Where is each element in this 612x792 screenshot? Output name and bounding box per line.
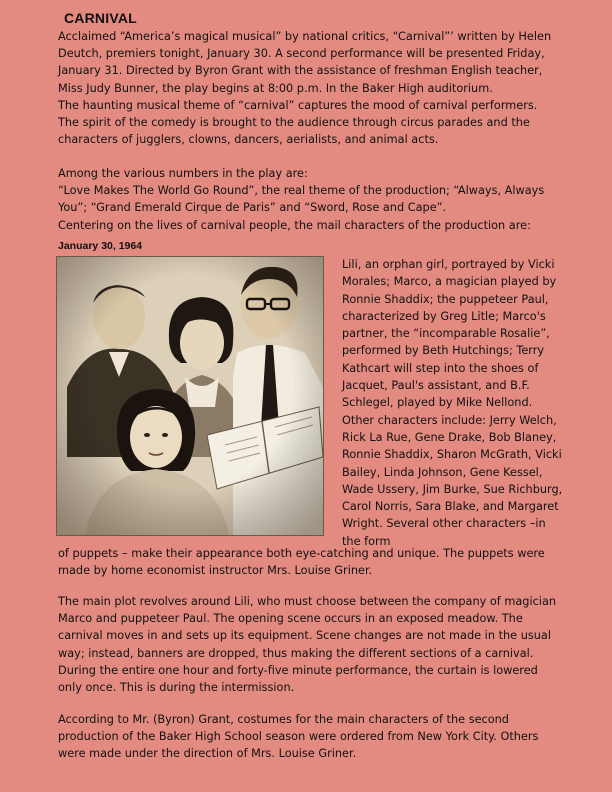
cast-photo [56, 256, 324, 536]
costumes-paragraph: According to Mr. (Byron) Grant, costumes for the main characters of the second production of the Baker High School season were ordered from New York City. Others were made under the direction of Mrs. Louise Griner. [58, 713, 539, 761]
intro-section [58, 28, 558, 148]
theme-paragraph: The haunting musical theme of “carnival” captures the mood of carnival performers. The spirit of the comedy is brought to the audience through circus parades and the characters of jugglers, clowns, dancers, aerialists, and animal acts. [58, 98, 538, 147]
plot-paragraph: The main plot revolves around Lili, who must choose between the company of magician Marco and puppeteer Paul. The opening scene occurs in an exposed meadow. The carnival moves in and sets up its equipment. Scene changes are not made in the usual way; instead, banners are dropped, thus making the different sections of a carnival. During the entire one hour and forty-five minute performance, the curtain is lowered only once. This is during the intermission. [58, 595, 557, 695]
article-title: CARNIVAL [64, 10, 137, 26]
photo-date-label: January 30, 1964 [58, 240, 143, 252]
intro-paragraph: Acclaimed “America’s magical musical” by national critics, “Carnival”’ written by Helen Deutch, premiers tonight, January 30. A second performance will be presented Friday, January 31. Directed by Byron Grant with the assistance of freshman English teacher, Miss Judy Bunner, the play begins at 8:00 p.m. In the Baker High auditorium. [58, 30, 552, 95]
numbers-intro: Among the various numbers in the play are: [58, 167, 308, 180]
characters-intro: Centering on the lives of carnival people, the mail characters of the production are: [58, 218, 531, 232]
cast-list-continued: of puppets – make their appearance both eye-catching and unique. The puppets were made by home economist instructor Mrs. Louise Griner. [58, 547, 545, 578]
cast-list-side: Lili, an orphan girl, portrayed by Vicki Morales; Marco, a magician played by Ronnie Shaddix; the puppeteer Paul, characterized by Greg Litle; Marco's partner, the “incomparable Rosalie”, performed by Beth Hutchings; Terry Kathcart will step into the shoes of Jacquet, Paul's assistant, and B.F. Schlegel, played by Mike Nellond. Other characters include: Jerry Welch, Rick La Rue, Gene Drake, Bob Blaney, Ronnie Shaddix, Sharon McGrath, Vicki Bailey, Linda Johnson, Gene Kessel, Wade Ussery, Jim Burke, Sue Richburg, Carol Norris, Sara Blake, and Margaret Wright. Several other characters –in the form [342, 258, 563, 548]
numbers-list: “Love Makes The World Go Round”, the real theme of the production; “Always, Always You”; “Grand Emerald Cirque de Paris” and “Sword, Rose and Cape”. [58, 184, 545, 215]
cast-photo-illustration [57, 257, 323, 535]
musical-numbers-section [58, 165, 558, 234]
